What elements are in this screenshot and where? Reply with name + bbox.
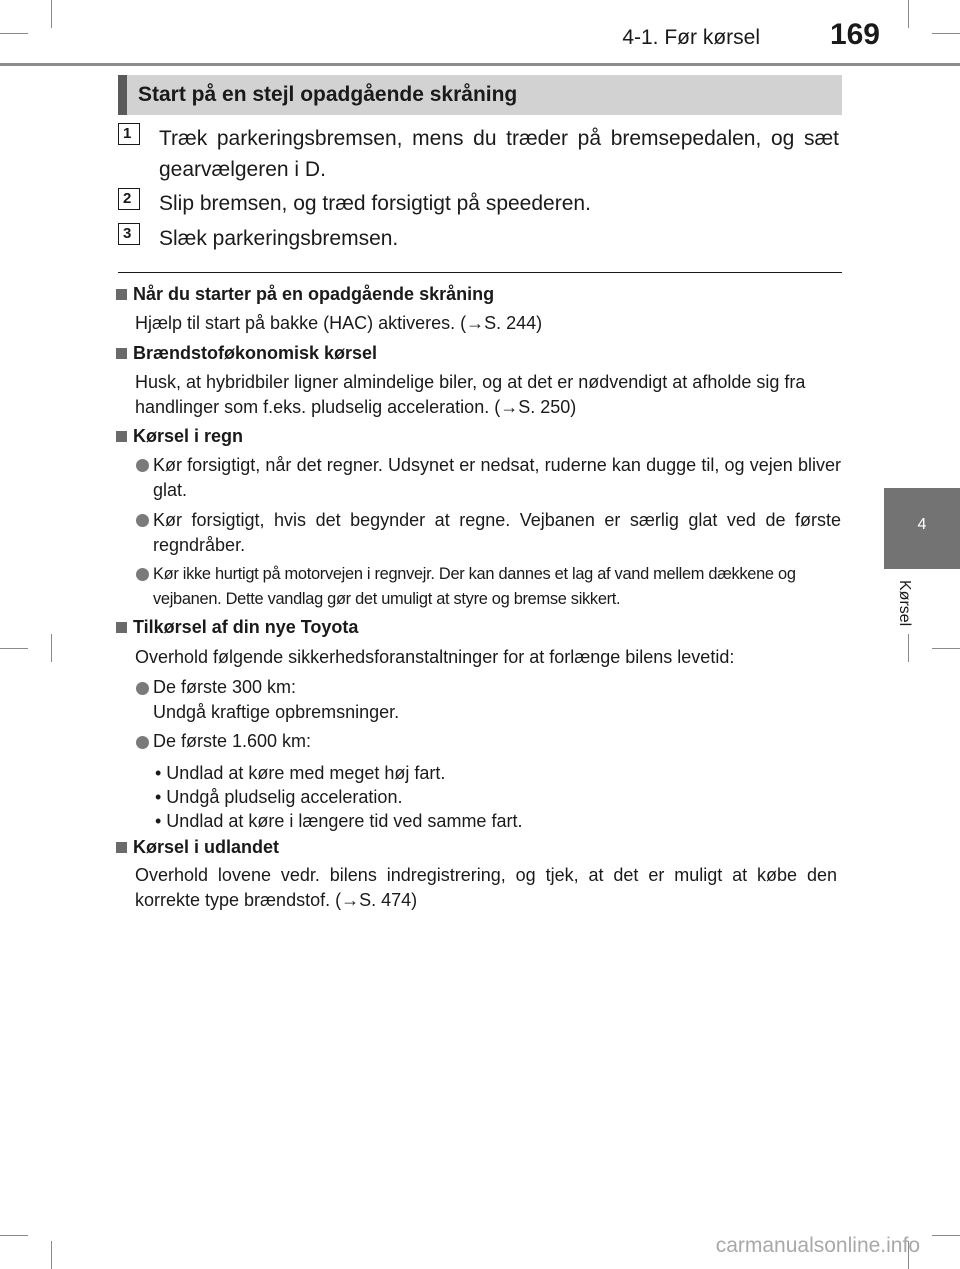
step-text: Slæk parkeringsbremsen. (159, 227, 399, 250)
bullet-dot (136, 682, 149, 695)
section-heading: Når du starter på en opadgående skråning (133, 284, 495, 304)
step-number: 3 (118, 223, 140, 245)
divider (118, 272, 842, 273)
section-text: Overhold følgende sikkerhedsforanstaltninger for at forlænge bilens levetid: (135, 647, 735, 667)
section-title: Start på en stejl opadgående skråning (138, 83, 518, 106)
title-accent-bar (118, 75, 127, 115)
section-text: Overhold lovene vedr. bilens indregistrering, og tjek, at det er muligt at købe den korrekte type brændstof. (→S. 474) (135, 865, 837, 910)
bullet-dot (136, 736, 149, 749)
header-section-title: 4-1. Før kørsel (622, 26, 760, 49)
section-heading: Brændstoføkonomisk kørsel (133, 343, 378, 363)
bullet-title: De første 1.600 km: (153, 731, 312, 751)
section-bullet-square (116, 622, 127, 633)
bullet-text: Kør ikke hurtigt på motorvejen i regnvejr. Der kan dannes et lag af vand mellem dækkene og vejbanen. Dette vandlag gør det umuligt at styre og bremse sikkert. (153, 565, 796, 608)
header-rule (0, 63, 960, 66)
bullet-text: Undgå kraftige opbremsninger. (153, 702, 400, 722)
bullet-text: Kør forsigtigt, når det regner. Udsynet er nedsat, ruderne kan dugge til, og vejen bliver glat. (153, 455, 841, 500)
section-bullet-square (116, 289, 127, 300)
section-text: Husk, at hybridbiler ligner almindelige biler, og at det er nødvendigt at afholde sig fra handlinger som f.eks. pludselig acceleration. (→S. 250) (135, 372, 806, 417)
crop-mark (0, 648, 28, 649)
chapter-number: 4 (917, 516, 927, 533)
bullet-dot (136, 568, 149, 581)
step-text: Slip bremsen, og træd forsigtigt på speederen. (159, 192, 591, 215)
crop-mark (932, 33, 960, 34)
crop-mark (932, 648, 960, 649)
crop-mark (51, 634, 52, 662)
chapter-label (891, 580, 915, 650)
step-number: 1 (118, 123, 140, 145)
step-number: 2 (118, 188, 140, 210)
crop-mark (908, 0, 909, 28)
bullet-text: Kør forsigtigt, hvis det begynder at regne. Vejbanen er særlig glat ved de første regndråber. (153, 510, 841, 555)
watermark: carmanualsonline.info (715, 1234, 920, 1257)
chapter-label-text: Kørsel (896, 580, 913, 627)
section-heading: Tilkørsel af din nye Toyota (133, 617, 359, 637)
section-bullet-square (116, 348, 127, 359)
crop-mark (51, 0, 52, 28)
bullet-dot (136, 514, 149, 527)
section-bullet-square (116, 842, 127, 853)
section-heading: Kørsel i regn (133, 426, 244, 446)
sub-list-item: • Undlad at køre med meget høj fart. (155, 763, 446, 783)
crop-mark (0, 33, 28, 34)
bullet-dot (136, 459, 149, 472)
crop-mark (0, 1235, 28, 1236)
bullet-title: De første 300 km: (153, 677, 297, 697)
sub-list-item: • Undgå pludselig acceleration. (155, 787, 403, 807)
crop-mark (51, 1241, 52, 1269)
page-number: 169 (829, 18, 880, 51)
step-text: Træk parkeringsbremsen, mens du træder på bremsepedalen, og sæt gearvælgeren i D. (159, 127, 839, 181)
section-bullet-square (116, 431, 127, 442)
crop-mark (932, 1235, 960, 1236)
section-title-box (118, 75, 842, 115)
sub-list-item: • Undlad at køre i længere tid ved samme fart. (155, 811, 523, 831)
section-text: Hjælp til start på bakke (HAC) aktiveres. (→S. 244) (135, 313, 543, 333)
section-heading: Kørsel i udlandet (133, 837, 280, 857)
